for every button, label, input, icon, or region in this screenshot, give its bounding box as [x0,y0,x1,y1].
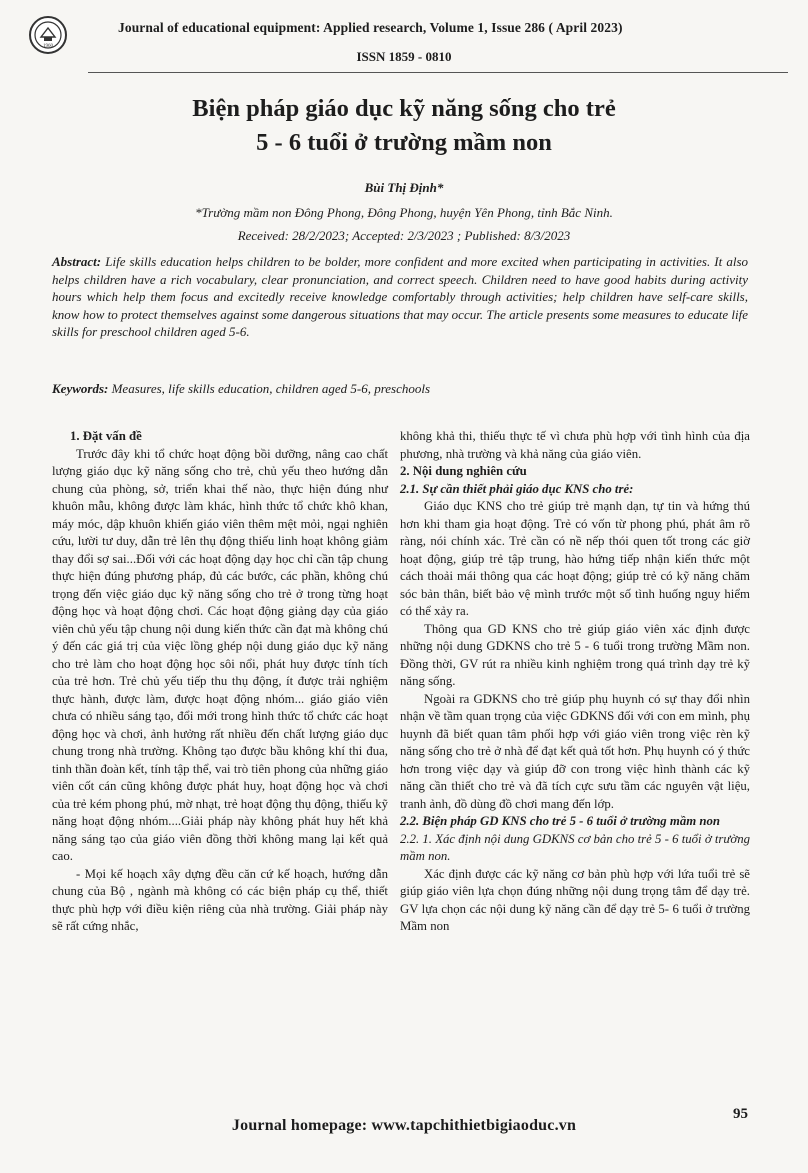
header-divider [88,72,788,73]
affiliation: *Trường mầm non Đông Phong, Đông Phong, huyện Yên Phong, tỉnh Bắc Ninh. [195,205,613,220]
title-line-1: Biện pháp giáo dục kỹ năng sống cho trẻ [192,95,616,122]
keywords-label: Keywords: [52,381,109,396]
section-heading-1: 1. Đặt vấn đề [70,429,142,443]
journal-homepage: Journal homepage: www.tapchithietbigiaoduc.vn [231,1117,577,1134]
abstract-label: Abstract: [52,254,102,269]
dates: Received: 28/2/2023; Accepted: 2/3/2023 ; Published: 8/3/2023 [237,228,571,243]
journal-header: Journal of educational equipment: Applied research, Volume 1, Issue 286 ( April 2023) [118,20,623,35]
subsection-heading-2-1: 2.1. Sự cần thiết phải giáo dục KNS cho trẻ: [400,481,634,496]
paragraph: Thông qua GD KNS cho trẻ giúp giáo viên xác định được những nội dung GDKNS cho trẻ 5 - 6 tuổi trong trường Mầm non. Đồng thời, GV rút ra nhiều kinh nghiệm trong quá trình dạy trẻ kỹ năng sống. [400,621,750,688]
right-column [400,428,750,936]
paragraph: Ngoài ra GDKNS cho trẻ giúp phụ huynh có sự thay đổi nhìn nhận về tầm quan trọng của việc GDKNS đối với con em mình, phụ huynh đã biết quan tâm phối hợp với giáo viên trong việc rèn kỹ năng sống cho trẻ ở nhà để đạt kết quả tốt hơn. Phụ huynh có ý thức hơn trong việc dạy và giúp đỡ con trong việc hình thành các kỹ năng cần thiết cho trẻ và đã tích cực sưu tầm các nguyên vật liệu, tranh ảnh, đồ dùng đồ chơi mang đến lớp. [400,691,750,811]
paragraph: - Mọi kế hoạch xây dựng đều căn cứ kế hoạch, hướng dẫn chung của Bộ , ngành mà không có các biện pháp cụ thể, thiết thực phù hợp với điều kiện riêng của nhà trường. Giải pháp này sẽ rất cứng nhắc, [52,866,388,933]
title-line-2: 5 - 6 tuổi ở trường mầm non [256,129,552,156]
paragraph: không khả thi, thiếu thực tế vì chưa phù hợp với tình hình của địa phương, nhà trường và khả năng của giáo viên. [400,429,750,461]
keywords [52,381,748,397]
paragraph: Xác định được các kỹ năng cơ bản phù hợp với lứa tuổi trẻ sẽ giúp giáo viên lựa chọn đúng những nội dung trọng tâm để dạy trẻ. GV lựa chọn các nội dung kỹ năng cần để dạy trẻ 5- 6 tuổi ở trường Mầm non [400,866,750,933]
logo-year: 1960 [43,44,53,49]
article-title [0,92,808,160]
paragraph: Giáo dục KNS cho trẻ giúp trẻ mạnh dạn, tự tin và hứng thú hơn khi tham gia hoạt động. Trẻ có vốn từ phong phú, phát âm rõ ràng, nói chính xác. Trẻ cần có nề nếp thói quen tốt trong các giờ hoạt động, giúp trẻ tập trung, hào hứng tiếp nhận kiến thức một cách thoải mái thông qua các hoạt động; giúp trẻ có kỹ năng chăm sóc bản thân, biết bảo vệ mình trước một số tình huống nguy hiểm có thể xảy ra. [400,499,750,618]
author: Bùi Thị Định* [364,180,444,195]
abstract-text: Life skills education helps children to be bolder, more confident and more excited when participating in activities. It also helps children have a rich vocabulary, clear pronunciation, and correct speech. Children need to have good habits during activity hours which help them focus and excitedly receive knowledge comfortably through activities; help children have self-care skills, know how to protect themselves against some dangerous situations that may occur. The article presents some measures to educate life skills for preschool children aged 5-6. [52,254,748,339]
section-heading-2: 2. Nội dung nghiên cứu [400,464,527,478]
subsection-heading-2-2-1: 2.2. 1. Xác định nội dung GDKNS cơ bản cho trẻ 5 - 6 tuổi ở trường mầm non. [400,831,750,863]
keywords-text: Measures, life skills education, children aged 5-6, preschools [111,381,431,396]
abstract [52,253,748,341]
left-column [52,428,388,936]
page-number: 95 [733,1106,748,1122]
paragraph: Trước đây khi tổ chức hoạt động bồi dưỡng, nâng cao chất lượng giáo dục kỹ năng sống cho trẻ, chủ yếu theo hướng dẫn chung của phòng, sở, triển khai thế nào, thực hiện đúng như khuôn mẫu, không được làm khác, hình thức tổ chức khô khan, máy móc, dập khuôn khiến giáo viên thêm mệt mỏi, ngại nghiên cứu, lười tư duy, dẫn trẻ lên thụ động thiếu linh hoạt không giảm thay đổi sợ sai...Đối với các hoạt động dạy học chỉ cần tập chung thực hiện đúng phương pháp, đủ các bước, các phần, không chú trọng đến việc giáo dục kỹ năng sống cho trẻ ở trong từng hoạt động học và hoạt động chơi. Các hoạt động giảng dạy của giáo viên chủ yếu tập chung nội dung kiến thức cần đạt mà không chú ý đến các giá trị của việc lồng ghép nội dung giáo dục kỹ năng cho trẻ làm cho hoạt động học sôi nổi, phát huy được tính tích của trẻ hơn. Trẻ chủ yếu tiếp thu thụ động, ít được trải nghiệm thực hành, được làm, được hoạt động nhóm... giáo giáo viên chưa có nhiều sáng tạo, đổi mới trong hình thức tổ chức các hoạt động học và chơi, ảnh hưởng rất nhiều đến chất lượng giáo dục chung trong nhà trường. Không tạo được bầu không khí thi đua, tinh thần đoàn kết, tính tập thể, vai trò tiên phong của những giáo viên cốt cán cũng không được phát huy, hoạt động học và chơi của trẻ kém phong phú, mờ nhạt, trẻ hoạt động thụ động, thiếu kỹ năng hoạt động nhóm....Giải pháp này không phát huy hết khả năng sáng tạo của giáo viên đồng thời không mang lại kết quả cao. [52,446,388,863]
journal-emblem-icon [33,20,63,50]
issn: ISSN 1859 - 0810 [356,49,452,64]
subsection-heading-2-2: 2.2. Biện pháp GD KNS cho trẻ 5 - 6 tuổi ở trường mầm non [400,814,721,828]
